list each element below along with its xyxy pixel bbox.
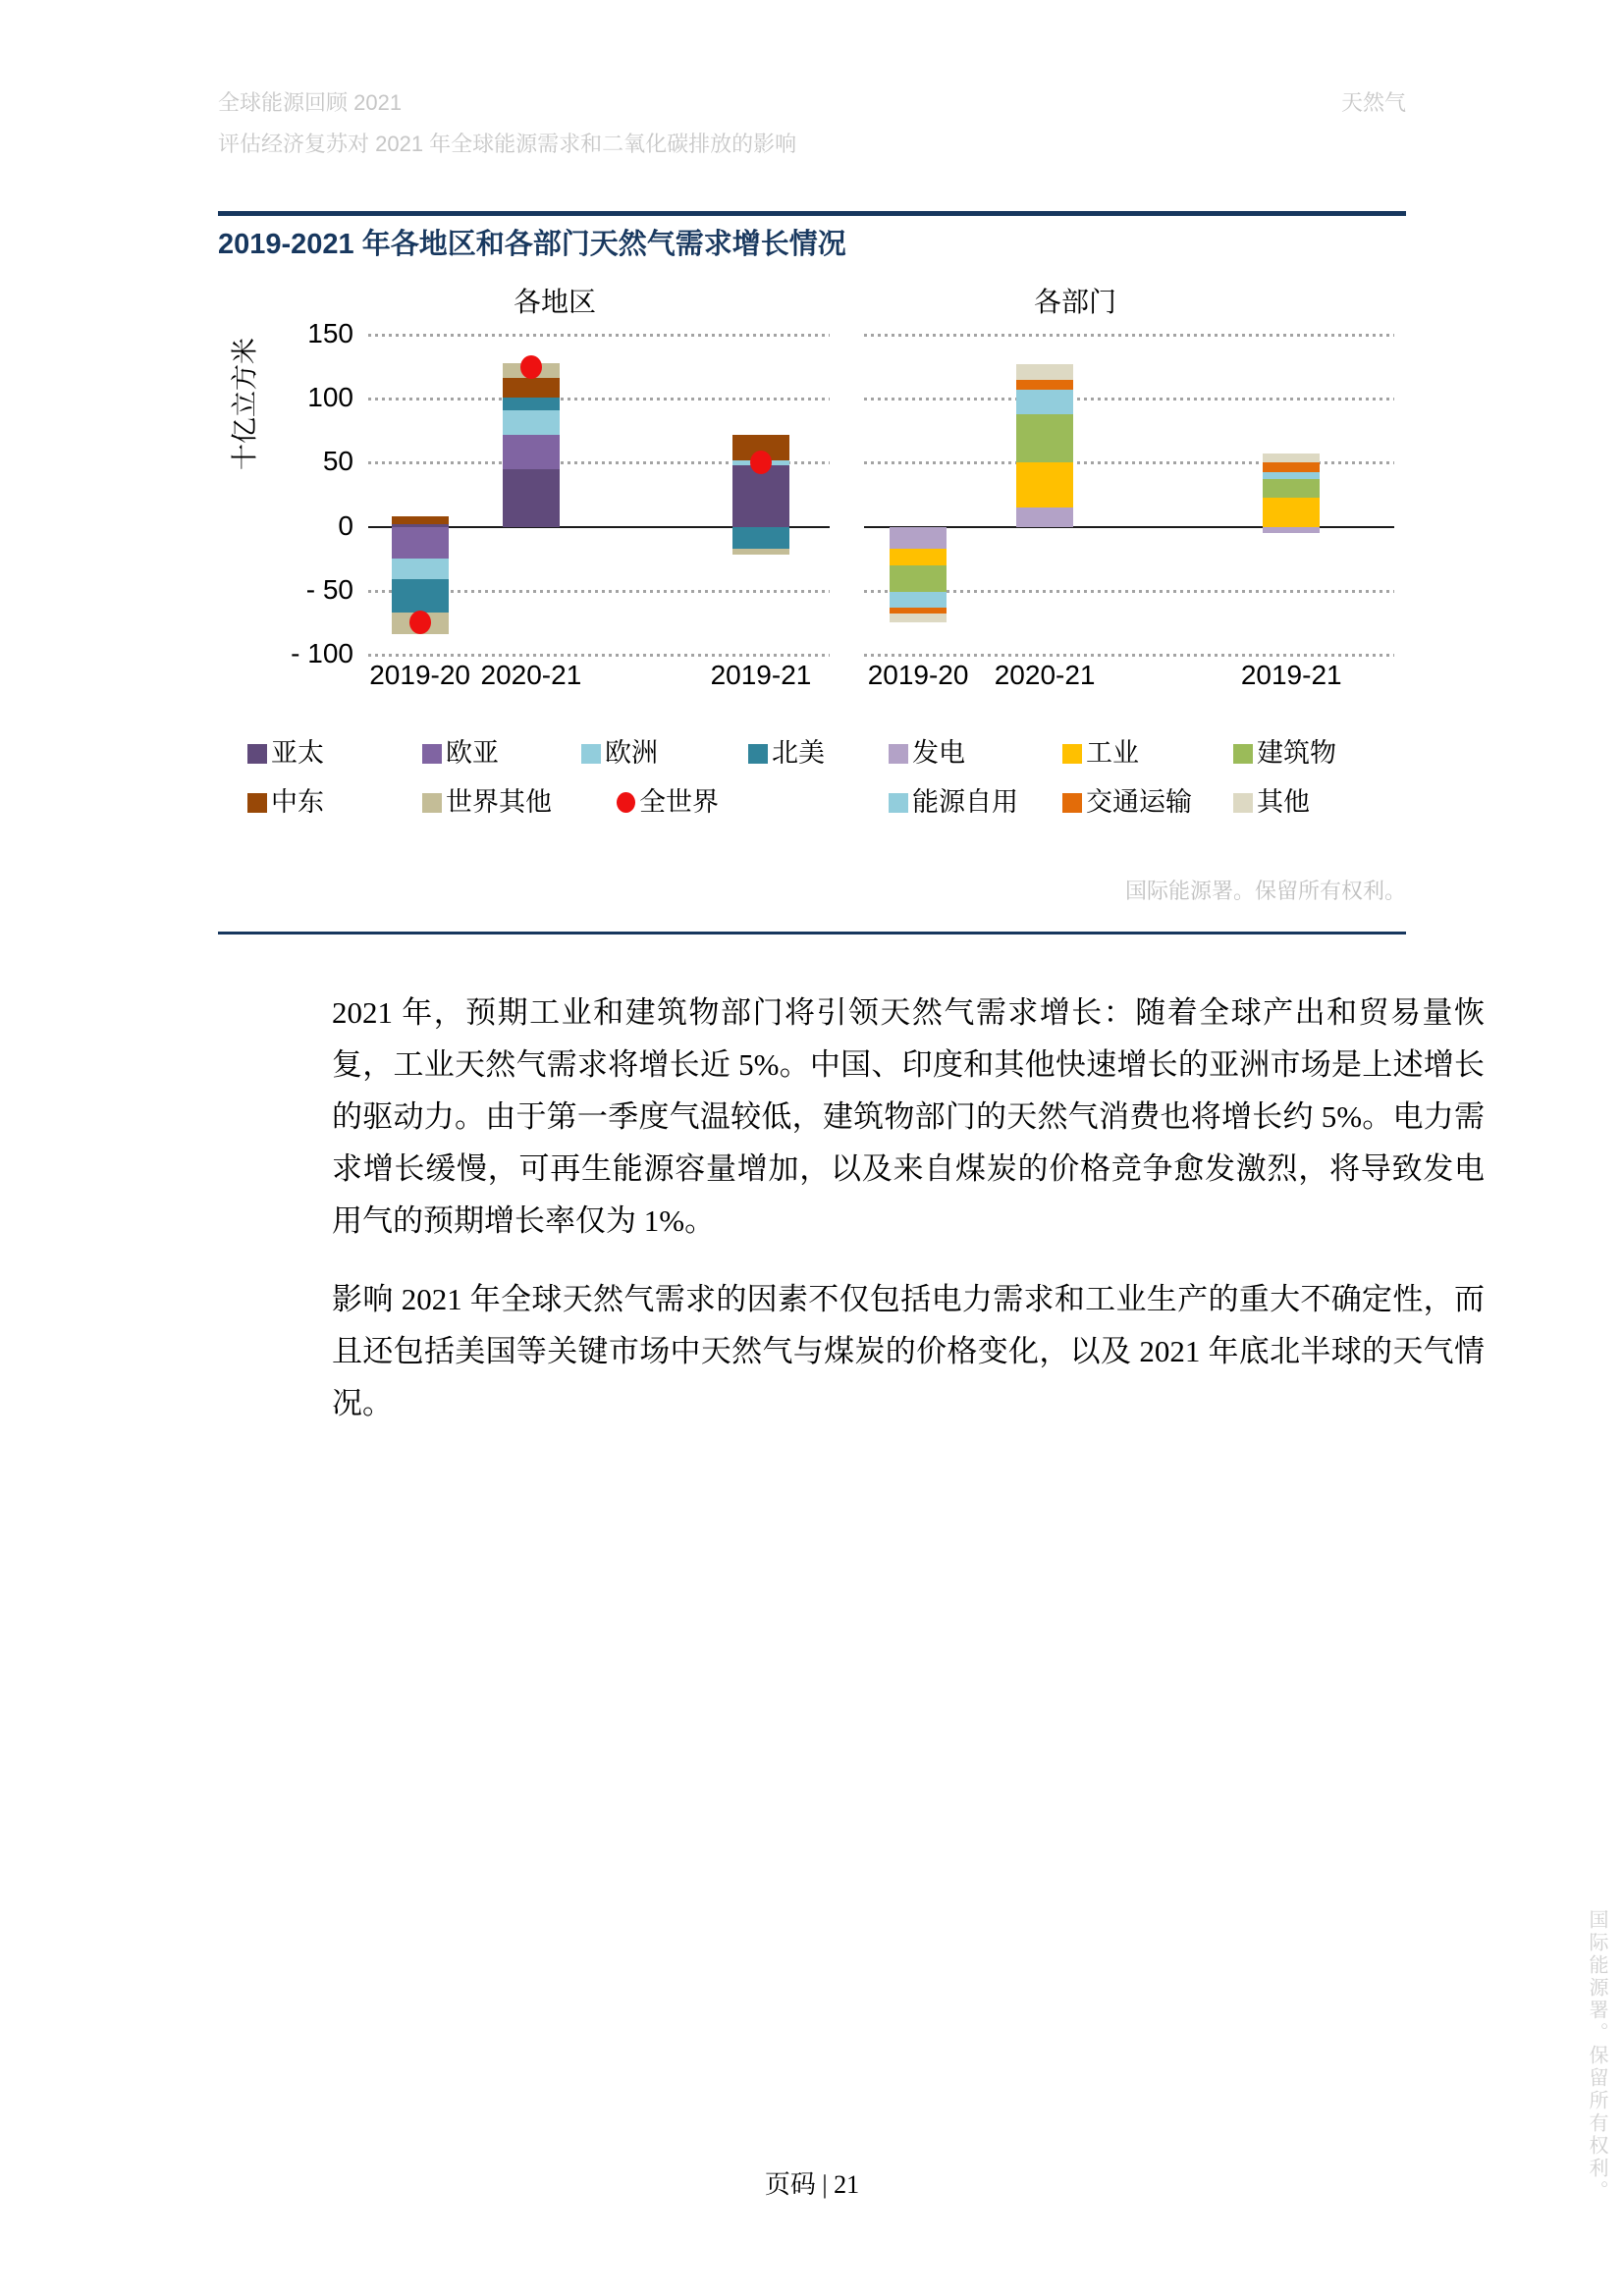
panel-title-sectors: 各部门 (1033, 287, 1117, 317)
bar-segment-北美 (503, 398, 560, 410)
bar-segment-工业 (1263, 498, 1320, 527)
legend-item-交通运输 (1062, 780, 1192, 817)
y-tick-label: - 100 (291, 638, 353, 668)
bar-segment-建筑物 (890, 565, 947, 592)
gridline (368, 398, 830, 400)
top-rule (218, 211, 1406, 216)
legend-swatch (247, 793, 267, 813)
world-total-dot (409, 611, 431, 634)
legend-item-世界其他 (422, 780, 552, 817)
bar-segment-北美 (732, 527, 789, 549)
bar-segment-交通运输 (1016, 380, 1073, 390)
legend-item-发电 (889, 731, 965, 768)
legend-item-建筑物 (1233, 731, 1336, 768)
bar-segment-建筑物 (1263, 479, 1320, 497)
legend-label: 世界其他 (446, 787, 552, 817)
bar-segment-发电 (890, 527, 947, 549)
legend-label: 发电 (912, 738, 965, 768)
x-category-label: 2019-21 (1240, 660, 1342, 690)
bar-segment-欧洲 (503, 410, 560, 435)
legend-label: 中东 (271, 787, 324, 817)
x-category-label: 2019-20 (369, 660, 470, 690)
bar-segment-其他 (890, 614, 947, 622)
bar-segment-中东 (392, 516, 449, 524)
bar-segment-欧亚 (392, 527, 449, 560)
bar-segment-建筑物 (1016, 414, 1073, 463)
legend-label: 北美 (772, 738, 825, 768)
legend-swatch (1233, 744, 1253, 764)
legend-swatch (247, 744, 267, 764)
bar-segment-北美 (392, 579, 449, 613)
legend-swatch (581, 744, 601, 764)
section-label: 天然气 (1340, 90, 1406, 115)
bar-segment-欧洲 (392, 559, 449, 579)
gridline (864, 398, 1394, 400)
figure-title: 2019-2021 年各地区和各部门天然气需求增长情况 (218, 229, 846, 260)
legend-item-欧亚 (422, 731, 499, 768)
legend-label: 亚太 (271, 738, 324, 768)
legend-item-其他 (1233, 780, 1310, 817)
bar-segment-能源自用 (1016, 390, 1073, 414)
legend-item-全世界 (617, 780, 719, 817)
source-attribution: 国际能源署。保留所有权利。 (1124, 879, 1406, 903)
y-axis-unit-label: 十亿立方米 (230, 338, 260, 470)
gridline (864, 334, 1394, 337)
legend-item-中东 (247, 780, 324, 817)
gridline (368, 334, 830, 337)
legend-label: 其他 (1257, 787, 1310, 817)
legend-label: 全世界 (639, 787, 719, 817)
legend-item-能源自用 (889, 780, 1018, 817)
legend-item-工业 (1062, 731, 1139, 768)
side-watermark: 国际能源署。保留所有权利。 (1586, 1909, 1607, 2203)
x-category-label: 2020-21 (994, 660, 1096, 690)
legend-label: 欧洲 (605, 738, 658, 768)
bar-segment-能源自用 (1263, 472, 1320, 480)
legend-swatch (889, 744, 908, 764)
bar-segment-发电 (1263, 527, 1320, 534)
bar-segment-亚太 (503, 469, 560, 527)
legend-item-北美 (748, 731, 825, 768)
legend-label: 欧亚 (446, 738, 499, 768)
y-tick-label: 50 (322, 446, 353, 477)
document-title: 全球能源回顾 2021 (218, 90, 403, 115)
y-tick-label: 150 (307, 318, 353, 348)
bar-segment-工业 (1016, 462, 1073, 507)
legend-dot-marker (617, 792, 635, 813)
gridline (864, 654, 1394, 657)
x-category-label: 2020-21 (480, 660, 582, 690)
bar-segment-发电 (1016, 507, 1073, 527)
document-subtitle: 评估经济复苏对 2021 年全球能源需求和二氧化碳排放的影响 (218, 132, 797, 156)
bar-segment-交通运输 (1263, 462, 1320, 471)
bar-segment-亚太 (732, 465, 789, 527)
legend-item-亚太 (247, 731, 324, 768)
body-paragraph-1: 2021 年，预期工业和建筑物部门将引领天然气需求增长：随着全球产出和贸易量恢复，工业天然气需求将增长近 5%。中国、印度和其他快速增长的亚洲市场是上述增长的驱动力。由于第一季度气温较低，建筑物部门的天然气消费也将增长约 5%。电力需求增长缓慢，可再生能源容量增加，以及来自煤炭的价格竞争愈发激烈，将导致发电用气的预期增长率仅为 1%。 (332, 995, 1485, 1238)
y-tick-label: 0 (338, 509, 353, 541)
legend-swatch (1233, 793, 1253, 813)
x-category-label: 2019-21 (710, 660, 812, 690)
bar-segment-能源自用 (890, 592, 947, 608)
legend-label: 建筑物 (1257, 738, 1336, 768)
panel-title-regions: 各地区 (513, 287, 597, 317)
legend-swatch (1062, 793, 1082, 813)
bar-segment-世界其他 (732, 549, 789, 556)
bar-segment-工业 (890, 549, 947, 565)
legend-label: 能源自用 (912, 787, 1018, 817)
legend-label: 交通运输 (1086, 787, 1192, 817)
bar-segment-其他 (1016, 364, 1073, 380)
body-paragraph-2: 影响 2021 年全球天然气需求的因素不仅包括电力需求和工业生产的重大不确定性，而且还包括美国等关键市场中天然气与煤炭的价格变化，以及 2021 年底北半球的天气情况。 (332, 1282, 1485, 1420)
bottom-rule (218, 932, 1406, 934)
x-category-label: 2019-20 (867, 660, 969, 690)
bar-segment-其他 (1263, 454, 1320, 462)
gridline (368, 654, 830, 657)
legend-swatch (748, 744, 768, 764)
legend-swatch (1062, 744, 1082, 764)
legend-item-欧洲 (581, 731, 658, 768)
legend-label: 工业 (1086, 738, 1139, 768)
legend-swatch (422, 744, 442, 764)
bar-segment-欧亚 (503, 435, 560, 469)
legend-swatch (422, 793, 442, 813)
legend-swatch (889, 793, 908, 813)
world-total-dot (520, 355, 542, 379)
page-number: 页码 | 21 (764, 2170, 860, 2199)
y-tick-label: 100 (307, 382, 353, 413)
y-tick-label: - 50 (305, 573, 353, 605)
bar-segment-中东 (503, 378, 560, 398)
